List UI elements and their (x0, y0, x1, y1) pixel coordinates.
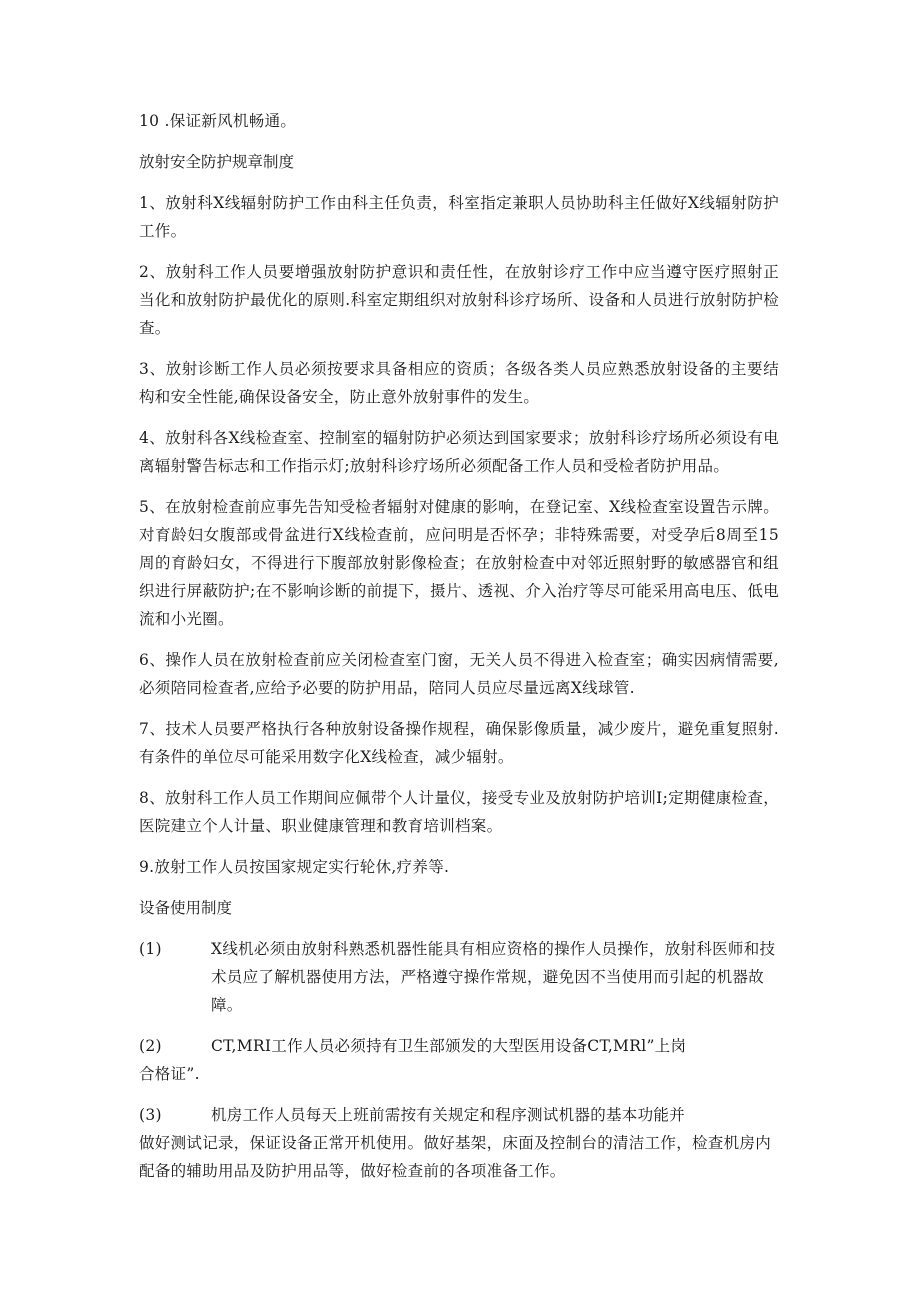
paragraph-rule-2: 2、放射科工作人员要增强放射防护意识和责任性，在放射诊疗工作中应当遵守医疗照射正当化和放射防护最优化的原则.科室定期组织对放射科诊疗场所、设备和人员进行放射防护检查。 (139, 263, 779, 337)
section-heading-radiation-safety: 放射安全防护规章制度 (139, 153, 295, 171)
paragraph-rule-7: 7、技术人员要严格执行各种放射设备操作规程，确保影像质量，减少废片，避免重复照射.有条件的单位尽可能采用数字化X线检查，减少辐射。 (139, 720, 779, 766)
paragraph-rule-8: 8、放射科工作人员工作期间应佩带个人计量仪，接受专业及放射防护培训I;定期健康检查，医院建立个人计量、职业健康管理和教育培训档案。 (139, 789, 779, 835)
section-heading-equipment-use: 设备使用制度 (139, 899, 233, 917)
paragraph-fresh-air: 10 .保证新风机畅通。 (139, 112, 297, 130)
paragraph-rule-6: 6、操作人员在放射检查前应关闭检查室门窗，无关人员不得进入检查室；确实因病情需要,必须陪同检查者,应给予必要的防护用品，陪同人员应尽量远离X线球管. (139, 651, 779, 697)
paragraph-rule-5: 5、在放射检查前应事先告知受检者辐射对健康的影响，在登记室、X线检查室设置告示牌。对育龄妇女腹部或骨盆进行X线检查前，应问明是否怀孕；非特殊需要，对受孕后8周至15周的育龄妇女，不得进行下腹部放射影像检查；在放射检查中对邻近照射野的敏感器官和组织进行屏蔽防护;在不影响诊断的前提下，摄片、透视、介入治疗等尽可能采用高电压、低电流和小光圈。 (139, 498, 779, 628)
paragraph-rule-9: 9.放射工作人员按国家规定实行轮休,疗养等. (139, 858, 450, 876)
paragraph-rule-4: 4、放射科各X线检查室、控制室的辐射防护必须达到国家要求；放射科诊疗场所必须设有电离辐射警告标志和工作指示灯;放射科诊疗场所必须配备工作人员和受检者防护用品。 (139, 429, 779, 475)
item-text-line-1: 机房工作人员每天上班前需按有关规定和程序测试机器的基本功能并 (211, 1106, 686, 1124)
item-text: X线机必须由放射科熟悉机器性能具有相应资格的操作人员操作，放射科医师和技术员应了解机器使用方法，严格遵守操作常规，避免因不当使用而引起的机器故障。 (211, 940, 776, 1014)
equipment-item-3 (139, 1101, 779, 1185)
item-text-line-2: 做好测试记录，保证设备正常开机使用。做好基架，床面及控制台的清洁工作，检查机房内配备的辅助用品及防护用品等，做好检查前的各项准备工作。 (139, 1134, 772, 1180)
document-page (139, 107, 779, 1198)
paragraph-rule-1: 1、放射科X线辐射防护工作由科主任负责，科室指定兼职人员协助科主任做好X线辐射防护工作。 (139, 194, 779, 240)
item-text-line-1: CT,MRI工作人员必须持有卫生部颁发的大型医用设备CT,MRl”上岗 (211, 1037, 687, 1055)
item-text-line-2: 合格证”. (139, 1065, 200, 1083)
item-number: (2) (139, 1037, 162, 1055)
equipment-item-1 (139, 935, 779, 1019)
equipment-item-2 (139, 1032, 779, 1088)
item-number: (1) (139, 940, 162, 958)
paragraph-rule-3: 3、放射诊断工作人员必须按要求具备相应的资质；各级各类人员应熟悉放射设备的主要结构和安全性能,确保设备安全，防止意外放射事件的发生。 (139, 360, 779, 406)
item-number: (3) (139, 1106, 162, 1124)
